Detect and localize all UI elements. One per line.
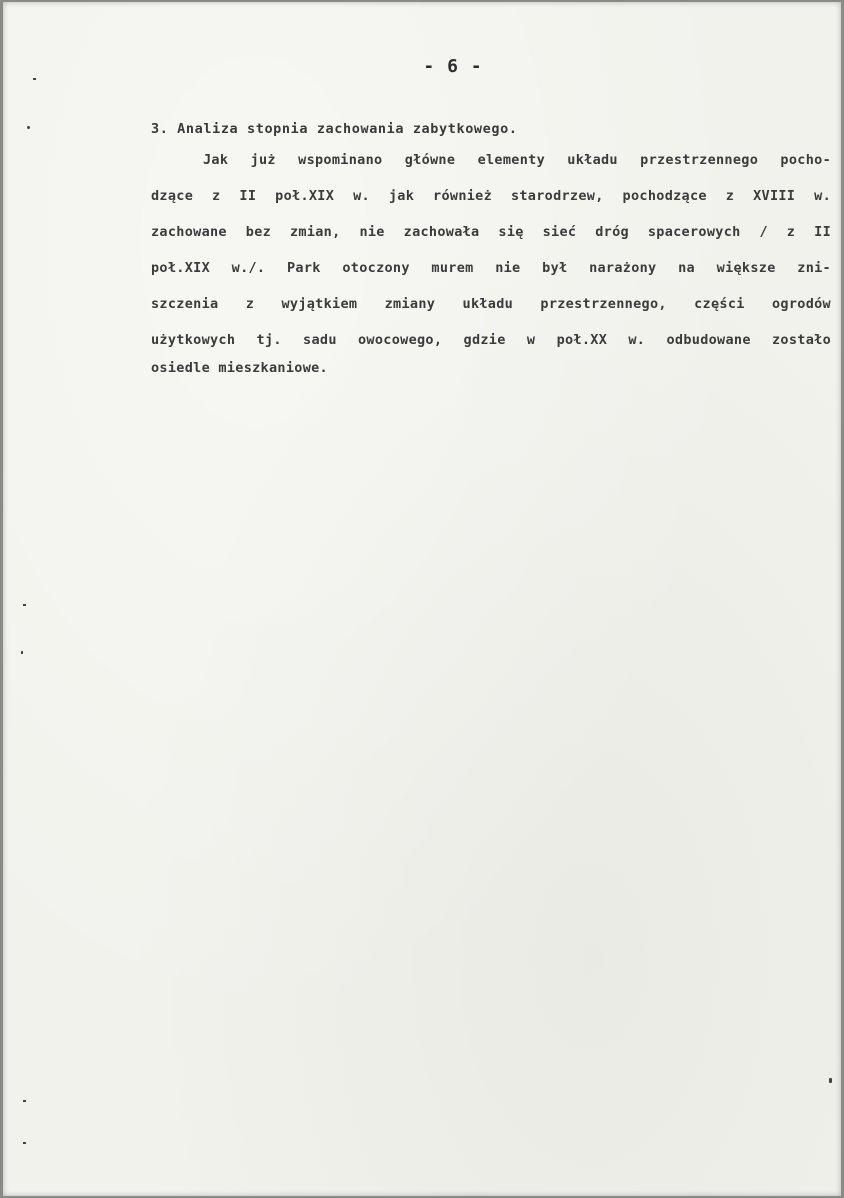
paragraph-line: Jak już wspominano główne elementy układu przestrzennego pocho- <box>203 152 831 168</box>
paragraph-line: osiedle mieszkaniowe. <box>151 360 328 376</box>
paragraph-line: poł.XIX w./. Park otoczony murem nie był narażony na większe zni- <box>151 260 831 276</box>
paragraph-line: zachowane bez zmian, nie zachowała się sieć dróg spacerowych / z II <box>151 224 831 240</box>
section-heading: 3. Analiza stopnia zachowania zabytkowego. <box>151 121 518 137</box>
paragraph-line: użytkowych tj. sadu owocowego, gdzie w poł.XX w. odbudowane zostało <box>151 332 831 348</box>
margin-mark <box>27 126 30 129</box>
margin-mark <box>23 604 26 606</box>
margin-mark <box>23 1100 26 1102</box>
margin-mark <box>23 1142 26 1144</box>
document-page <box>3 2 841 1196</box>
margin-mark <box>33 78 36 80</box>
margin-mark <box>21 651 23 654</box>
paragraph-line: dzące z II poł.XIX w. jak również starodrzew, pochodzące z XVIII w. <box>151 188 831 204</box>
page-number: - 6 - <box>423 56 483 77</box>
margin-mark <box>829 1078 832 1083</box>
paragraph-line: szczenia z wyjątkiem zmiany układu przestrzennego, części ogrodów <box>151 296 831 312</box>
